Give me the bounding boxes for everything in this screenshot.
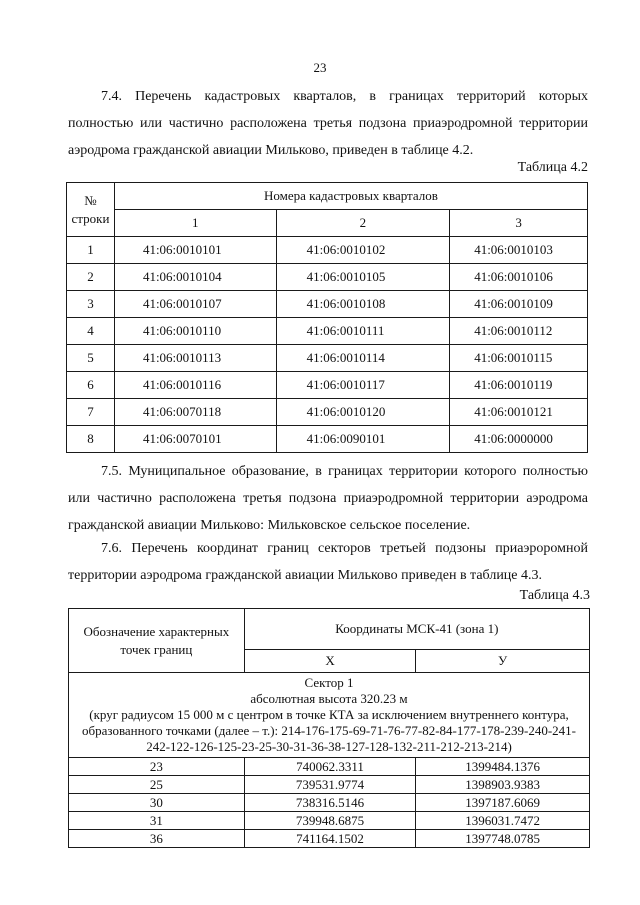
cadastral-number: 41:06:0010104 — [114, 264, 276, 291]
cadastral-number: 41:06:0010113 — [114, 345, 276, 372]
cadastral-number: 41:06:0010115 — [450, 345, 588, 372]
cadastral-number: 41:06:0010102 — [276, 237, 450, 264]
column-number: 2 — [276, 210, 450, 237]
sector-description-cell — [69, 673, 590, 758]
y-coordinate: 1397187.6069 — [416, 794, 590, 812]
point-number: 25 — [69, 776, 245, 794]
cadastral-number: 41:06:0010106 — [450, 264, 588, 291]
y-coordinate: 1398903.9383 — [416, 776, 590, 794]
table-4-3-caption: Таблица 4.3 — [519, 588, 590, 603]
x-header: X — [244, 650, 416, 673]
table-row — [67, 372, 588, 399]
row-number: 2 — [67, 264, 115, 291]
sector-title: Сектор 1 — [304, 675, 354, 690]
column-number-row — [67, 210, 588, 237]
table-row — [67, 264, 588, 291]
row-number: 4 — [67, 318, 115, 345]
cadastral-number: 41:06:0010101 — [114, 237, 276, 264]
cadastral-number: 41:06:0010110 — [114, 318, 276, 345]
table-row — [69, 794, 590, 812]
table-header-row — [67, 183, 588, 210]
y-header: У — [416, 650, 590, 673]
paragraph-7-4: 7.4. Перечень кадастровых кварталов, в границах территорий которых полностью или частично расположена третья подзона приаэродромной территории аэродрома гражданской авиации Мильково, приведен в таблице 4.2. — [68, 89, 588, 158]
cadastral-blocks-table — [66, 182, 588, 453]
row-number: 1 — [67, 237, 115, 264]
table-row — [69, 830, 590, 848]
y-coordinate: 1397748.0785 — [416, 830, 590, 848]
table-row — [67, 399, 588, 426]
cadastral-number: 41:06:0010111 — [276, 318, 450, 345]
row-number: 3 — [67, 291, 115, 318]
cadastral-number: 41:06:0010109 — [450, 291, 588, 318]
y-coordinate: 1399484.1376 — [416, 758, 590, 776]
row-number: 7 — [67, 399, 115, 426]
cadastral-number: 41:06:0000000 — [450, 426, 588, 453]
cadastral-number: 41:06:0010116 — [114, 372, 276, 399]
sector-row — [69, 673, 590, 758]
coordinates-table — [68, 608, 590, 848]
paragraph-7-5: 7.5. Муниципальное образование, в границах территории которого полностью или частично расположена третья подзона приаэродромной территории аэродрома гражданской авиации Мильково: Мильковское сельское поселение. — [68, 464, 588, 533]
table-row — [69, 758, 590, 776]
point-number: 31 — [69, 812, 245, 830]
x-coordinate: 738316.5146 — [244, 794, 416, 812]
point-number: 36 — [69, 830, 245, 848]
x-coordinate: 741164.1502 — [244, 830, 416, 848]
row-number: 5 — [67, 345, 115, 372]
table-row — [67, 426, 588, 453]
cadastral-number: 41:06:0010107 — [114, 291, 276, 318]
column-number: 1 — [114, 210, 276, 237]
cadastral-number: 41:06:0010117 — [276, 372, 450, 399]
sector-height: абсолютная высота 320.23 м — [250, 691, 408, 706]
cadastral-number: 41:06:0010120 — [276, 399, 450, 426]
cadastral-number: 41:06:0070118 — [114, 399, 276, 426]
points-header: Обозначение характерных точек границ — [69, 609, 245, 673]
column-number: 3 — [450, 210, 588, 237]
cadastral-number: 41:06:0010114 — [276, 345, 450, 372]
cadastral-number: 41:06:0090101 — [276, 426, 450, 453]
coordinates-header: Координаты МСК-41 (зона 1) — [244, 609, 589, 650]
row-number: 8 — [67, 426, 115, 453]
cadastral-numbers-header: Номера кадастровых кварталов — [114, 183, 587, 210]
cadastral-number: 41:06:0010119 — [450, 372, 588, 399]
paragraph-7-6: 7.6. Перечень координат границ секторов третьей подзоны приаэроромной территории аэродрома гражданской авиации Мильково приведен в таблице 4.3. — [68, 541, 588, 583]
x-coordinate: 740062.3311 — [244, 758, 416, 776]
cadastral-number: 41:06:0010105 — [276, 264, 450, 291]
table-row — [67, 291, 588, 318]
cadastral-number: 41:06:0010121 — [450, 399, 588, 426]
row-number: 6 — [67, 372, 115, 399]
x-coordinate: 739531.9774 — [244, 776, 416, 794]
cadastral-number: 41:06:0070101 — [114, 426, 276, 453]
table-row — [67, 345, 588, 372]
y-coordinate: 1396031.7472 — [416, 812, 590, 830]
table-row — [67, 318, 588, 345]
table-row — [69, 776, 590, 794]
cadastral-number: 41:06:0010103 — [450, 237, 588, 264]
point-number: 23 — [69, 758, 245, 776]
cadastral-number: 41:06:0010112 — [450, 318, 588, 345]
table-4-2-caption: Таблица 4.2 — [517, 160, 588, 175]
row-number-header: № строки — [67, 183, 115, 237]
point-number: 30 — [69, 794, 245, 812]
page-number: 23 — [313, 60, 327, 75]
table-row — [69, 812, 590, 830]
cadastral-number: 41:06:0010108 — [276, 291, 450, 318]
table-header-row — [69, 609, 590, 650]
sector-description: (круг радиусом 15 000 м с центром в точке КТА за исключением внутреннего контура, образованного точками (далее – т.): 214-176-175-69-71-76-77-82-84-177-178-239-240-241-242-122-126-125-23-25-30-31-36-38-127-128-132-211-212-213-214) — [82, 707, 576, 754]
x-coordinate: 739948.6875 — [244, 812, 416, 830]
table-row — [67, 237, 588, 264]
